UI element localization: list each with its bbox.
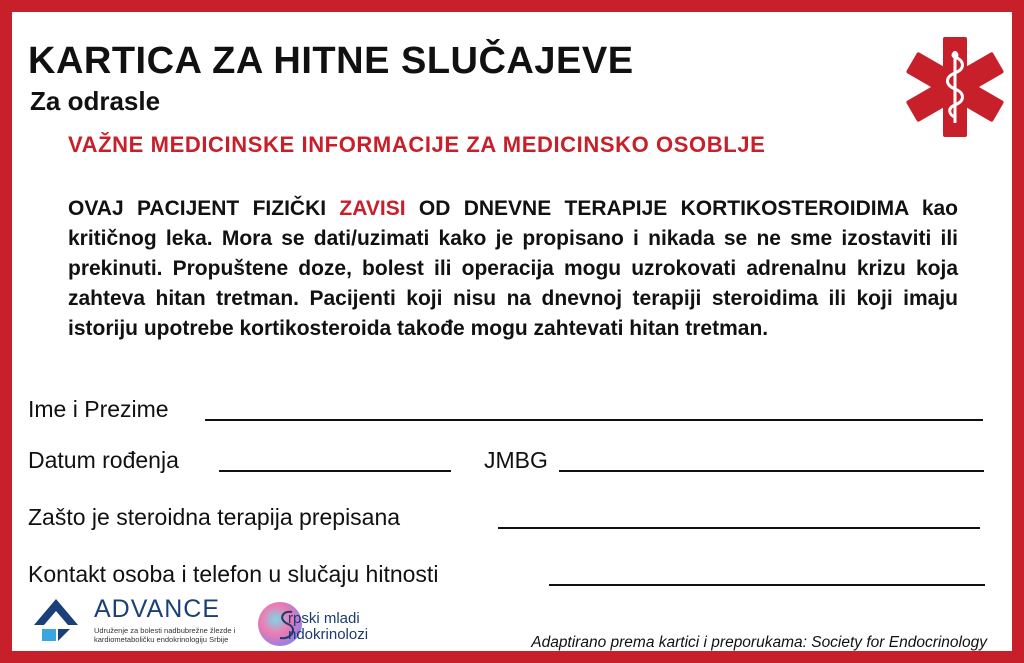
advance-mark-icon <box>32 597 80 643</box>
star-of-life-icon <box>905 37 1005 137</box>
warning-lead-emphasis: ZAVISI <box>339 197 406 220</box>
warning-lead-part-2: OD DNEVNE TERAPIJE KORTIKOSTEROIDIMA <box>405 197 909 220</box>
therapy-reason-field[interactable] <box>498 527 980 529</box>
important-info-headline: VAŽNE MEDICINSKE INFORMACIJE ZA MEDICINSKO OSOBLJE <box>68 132 766 157</box>
jmbg-label: JMBG <box>484 447 548 473</box>
dob-field[interactable] <box>219 470 451 472</box>
smek-logo <box>256 600 416 650</box>
card-subtitle: Za odrasle <box>30 86 161 116</box>
advance-name: ADVANCE <box>94 595 221 623</box>
name-label: Ime i Prezime <box>28 396 169 422</box>
emergency-contact-label: Kontakt osoba i telefon u slučaju hitnosti <box>28 561 439 587</box>
warning-rest: kao kritičnog leka. Mora se dati/uzimati kako je propisano i nikada se ne sme izostaviti ili prekinuti. Propuštene doze, bolest ili operacija mogu uzrokovati adrenalnu krizu koja zahteva hitan tretman. Pacijenti koji nisu na dnevnoj terapiji steroidima ili koji imaju istoriju upotrebe kortikosteroida takođe mogu zahtevati hitan tretman. <box>68 197 959 340</box>
card-title: KARTICA ZA HITNE SLUČAJEVE <box>28 40 634 82</box>
smek-name-line-2: ndokrinolozi <box>288 626 369 643</box>
dob-label: Datum rođenja <box>28 447 179 473</box>
name-field[interactable] <box>205 419 983 421</box>
patient-warning-text <box>68 194 958 344</box>
source-note: Adaptirano prema kartici i preporukama: Society for Endocrinology <box>531 634 987 651</box>
smek-name-line-1: rpski mladi <box>288 610 360 627</box>
emergency-contact-field[interactable] <box>549 584 985 586</box>
advance-description: Udruženje za bolesti nadbubrežne žlezde i kardiometaboličku endokrinologiju Srbije <box>94 626 236 644</box>
jmbg-field[interactable] <box>559 470 984 472</box>
advance-logo <box>30 595 240 643</box>
warning-lead-part-1: OVAJ PACIJENT FIZIČKI <box>68 197 340 220</box>
therapy-reason-label: Zašto je steroidna terapija prepisana <box>28 504 401 530</box>
